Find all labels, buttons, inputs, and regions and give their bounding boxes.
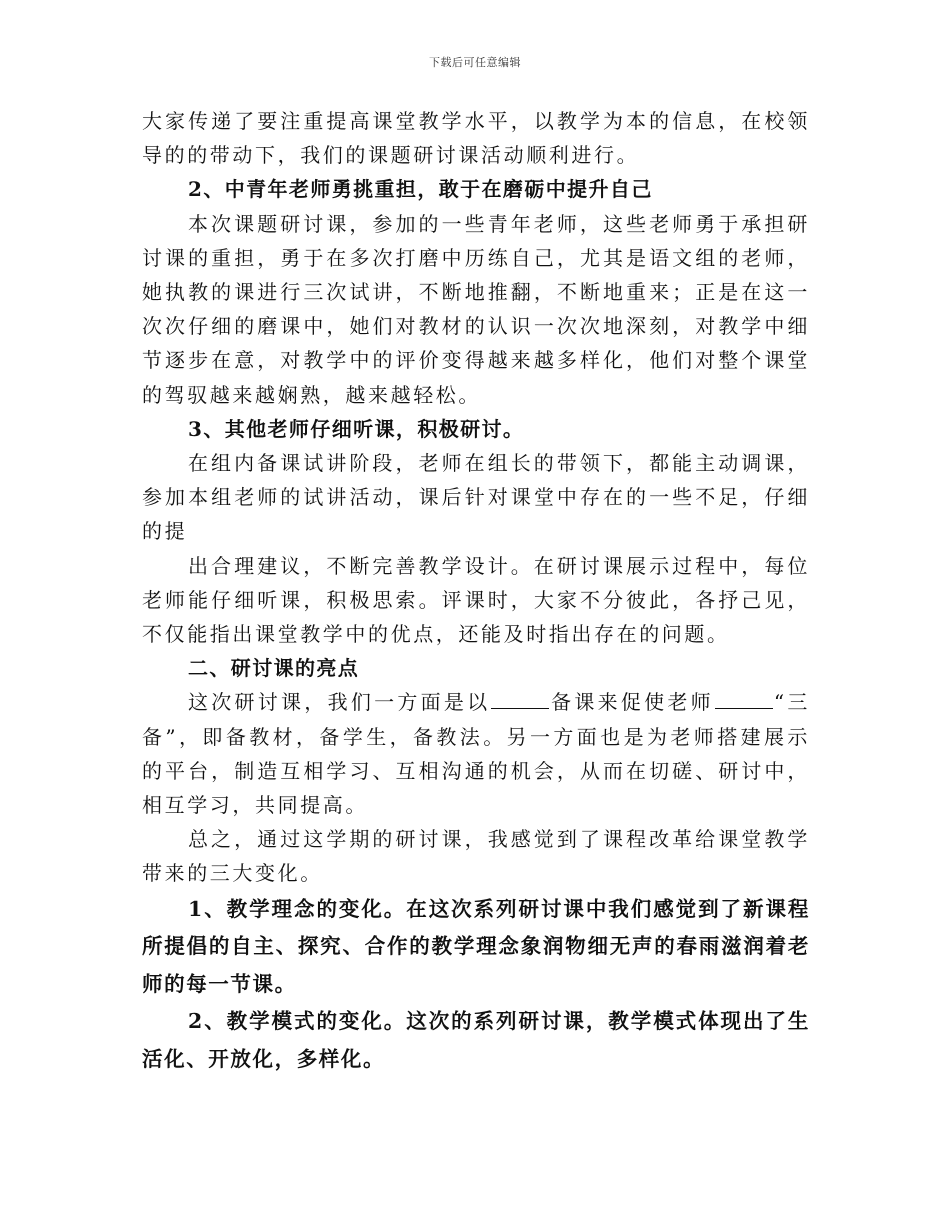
heading-young-teachers: 2、中青年老师勇挑重担，敢于在磨砺中提升自己	[188, 177, 653, 202]
highlights-text-a: 这次研讨课，我们一方面是以	[188, 690, 491, 715]
paragraph-other-teachers: 在组内备课试讲阶段，老师在组长的带领下，都能主动调课，参加本组老师的试讲活动，课后针对课堂中存在的一些不足，仔细的提	[142, 451, 810, 544]
paragraph-young-teachers: 本次课题研讨课，参加的一些青年老师，这些老师勇于承担研讨课的重担，勇于在多次打磨中历练自己，尤其是语文组的老师，她执教的课进行三次试讲，不断地推翻，不断地重来；正是在这一次次仔细的磨课中，她们对教材的认识一次次地深刻，对教学中细节逐步在意，对教学中的评价变得越来越多样化，他们对整个课堂的驾驭越来越娴熟，越来越轻松。	[142, 211, 810, 407]
heading-highlights: 二、研讨课的亮点	[188, 656, 360, 681]
fill-blank-2	[715, 687, 773, 709]
page-header: 下载后可任意编辑	[429, 56, 521, 69]
paragraph-change-model: 2、教学模式的变化。这次的系列研讨课，教学模式体现出了生活化、开放化，多样化。	[142, 1009, 810, 1071]
heading-other-teachers: 3、其他老师仔细听课，积极研讨。	[188, 416, 525, 441]
paragraph-intro: 大家传递了要注重提高课堂教学水平，以教学为本的信息，在校领导的的带动下，我们的课题研讨课活动顺利进行。	[142, 109, 810, 168]
fill-blank-1	[491, 687, 549, 709]
paragraph-change-concept: 1、教学理念的变化。在这次系列研讨课中我们感觉到了新课程所提倡的自主、探究、合作的教学理念象润物细无声的春雨滋润着老师的每一节课。	[142, 896, 810, 996]
highlights-text-b: 备课来促使老师	[550, 690, 714, 715]
paragraph-summary: 总之，通过这学期的研讨课，我感觉到了课程改革给课堂教学带来的三大变化。	[142, 827, 810, 886]
paragraph-highlights	[142, 685, 810, 822]
paragraph-suggestions: 出合理建议，不断完善教学设计。在研讨课展示过程中，每位老师能仔细听课，积极思索。评课时，大家不分彼此，各抒己见，不仅能指出课堂教学中的优点，还能及时指出存在的问题。	[142, 553, 810, 647]
document-body	[142, 104, 810, 1078]
highlights-text-c: “三备”，即备教材，备学生，备教法。另一方面也是为老师搭建展示的平台，制造互相学习、互相沟通的机会，从而在切磋、研讨中，相互学习，共同提高。	[142, 690, 810, 818]
